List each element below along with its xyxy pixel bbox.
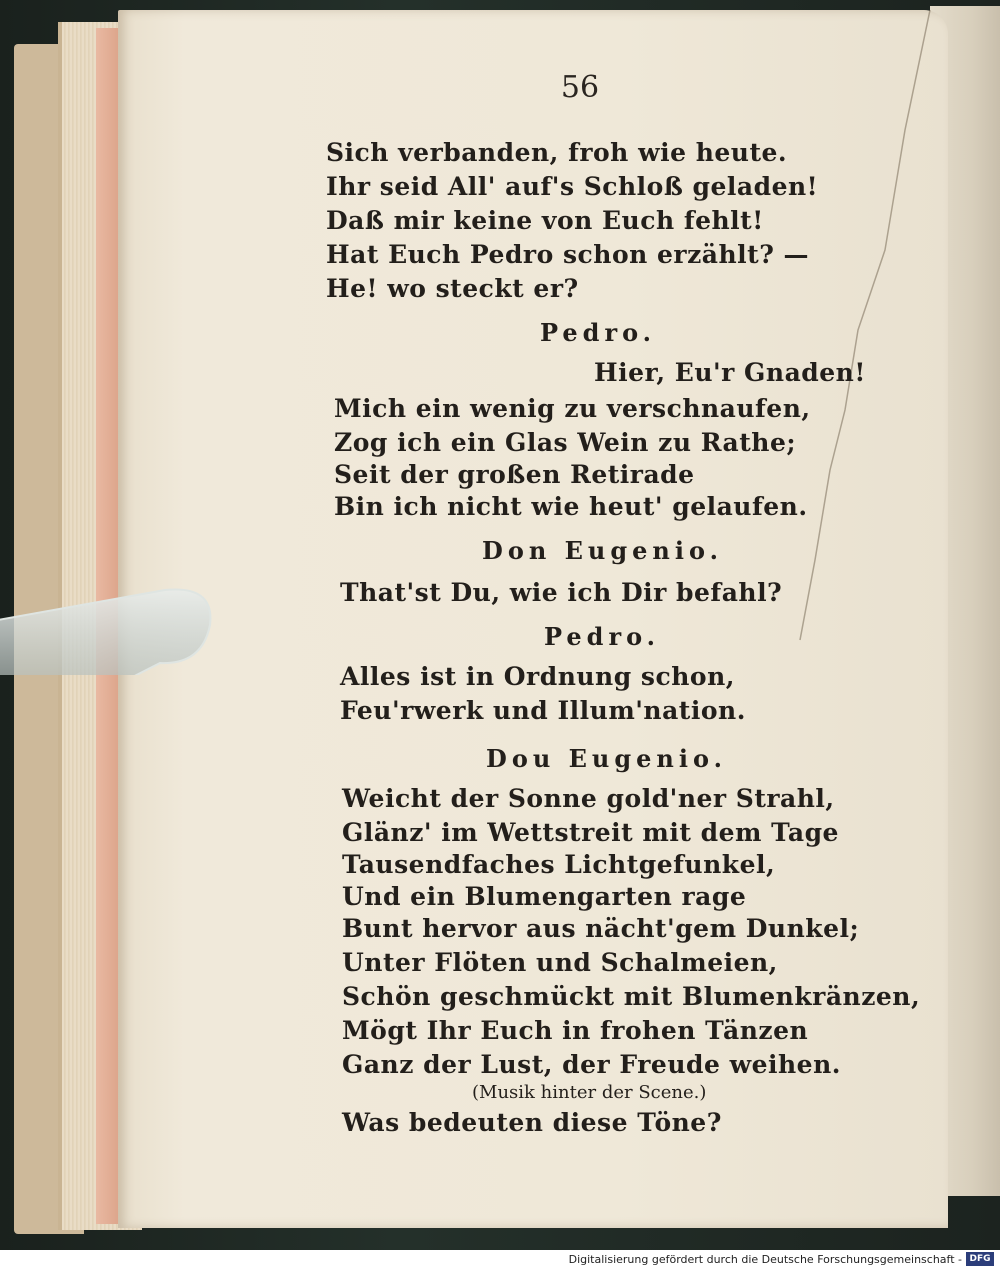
text-line: Mögt Ihr Euch in frohen Tänzen [342,1016,809,1045]
text-line: Hat Euch Pedro schon erzählt? — [326,240,810,269]
text-line: Bunt hervor aus nächt'gem Dunkel; [342,914,860,943]
text-line: Alles ist in Ordnung schon, [340,662,735,691]
footer-credit: Digitalisierung gefördert durch die Deutsche Forschungsgemeinschaft - [568,1253,962,1266]
page-number: 56 [560,70,600,105]
speaker-name: Dou Eugenio. [486,744,727,773]
text-line: Hier, Eu'r Gnaden! [594,358,866,387]
speaker-name: Pedro. [544,622,661,651]
text-line: Ganz der Lust, der Freude weihen. [342,1050,841,1079]
text-line: That'st Du, wie ich Dir befahl? [340,578,783,607]
text-line: Weicht der Sonne gold'ner Strahl, [342,784,835,813]
text-line: Zog ich ein Glas Wein zu Rathe; [334,428,797,457]
page-holder [0,585,220,675]
text-line: Seit der großen Retirade [334,460,695,489]
speaker-name: Pedro. [540,318,657,347]
text-line: Sich verbanden, froh wie heute. [326,138,788,167]
text-line: Tausendfaches Lichtgefunkel, [342,850,776,879]
text-line: Glänz' im Wettstreit mit dem Tage [342,818,839,847]
speaker-name: Don Eugenio. [482,536,723,565]
text-line: He! wo steckt er? [326,274,579,303]
text-line: Feu'rwerk und Illum'nation. [340,696,746,725]
text-line: Schön geschmückt mit Blumenkränzen, [342,982,921,1011]
text-line: Bin ich nicht wie heut' gelaufen. [334,492,808,521]
text-line: Und ein Blumengarten rage [342,882,747,911]
text-line: Daß mir keine von Euch fehlt! [326,206,764,235]
text-line: Was bedeuten diese Töne? [342,1108,722,1137]
footer-bar [0,1250,1000,1270]
dfg-logo: DFG [966,1252,994,1266]
text-line: Mich ein wenig zu verschnaufen, [334,394,811,423]
text-line: Ihr seid All' auf's Schloß geladen! [326,172,819,201]
stage-direction: (Musik hinter der Scene.) [472,1082,707,1103]
text-line: Unter Flöten und Schalmeien, [342,948,778,977]
